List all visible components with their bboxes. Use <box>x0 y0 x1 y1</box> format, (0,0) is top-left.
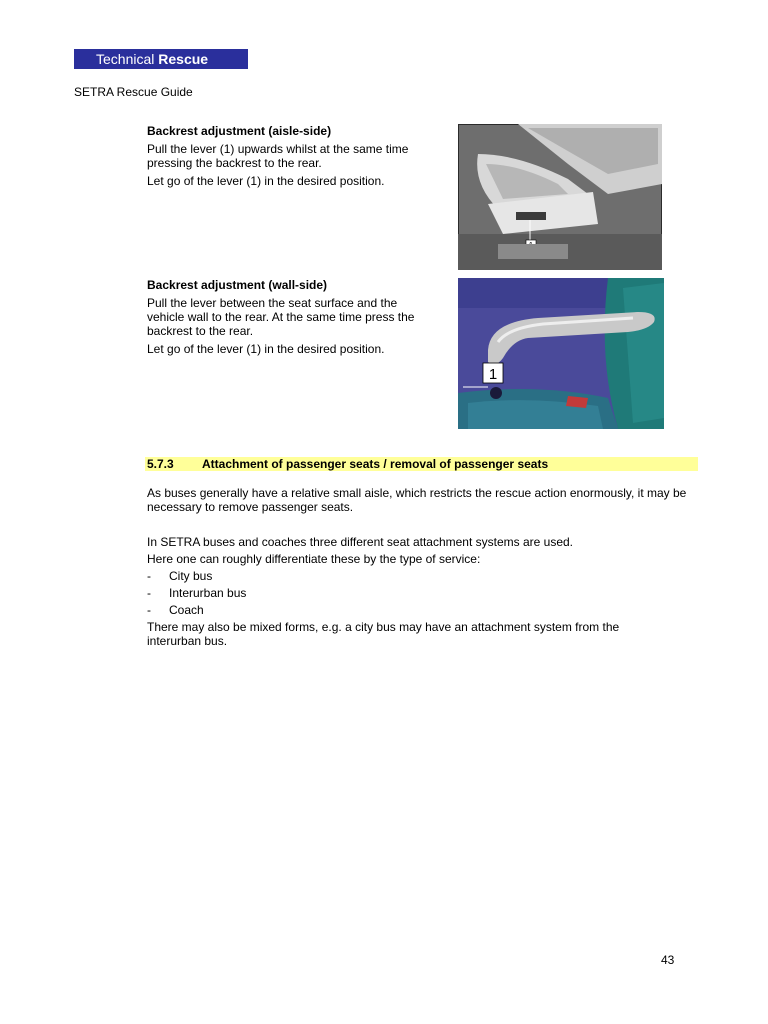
list-item-city-bus: City bus <box>169 569 213 583</box>
body-para4: There may also be mixed forms, e.g. a city bus may have an attachment system from the interurban bus. <box>147 620 620 648</box>
list-item-interurban-bus: Interurban bus <box>169 586 247 600</box>
wall-side-photo <box>458 278 664 429</box>
wall-side-heading: Backrest adjustment (wall-side) <box>147 278 328 292</box>
header-badge-regular: Technical <box>96 51 155 67</box>
body-para1-text: As buses generally have a relative small aisle, which restricts the rescue action enormously, it may be necessary to remove passenger seats. <box>147 486 687 514</box>
list-item <box>147 603 707 617</box>
wall-side-para1: Pull the lever between the seat surface and the vehicle wall to the rear. At the same time press the backrest to the rear. <box>147 296 415 338</box>
section-title: Attachment of passenger seats / removal of passenger seats <box>202 457 549 471</box>
section-heading <box>145 457 698 471</box>
body-para1 <box>147 486 707 514</box>
list-item <box>147 569 707 583</box>
section-number: 5.7.3 <box>147 457 174 471</box>
body-section-b <box>147 535 707 648</box>
wall-side-para2: Let go of the lever (1) in the desired position. <box>147 342 385 356</box>
list-dash: - <box>147 586 151 600</box>
list-item <box>147 586 707 600</box>
aisle-side-photo <box>458 124 662 270</box>
wall-seat-illustration <box>458 278 664 429</box>
aisle-side-para1: Pull the lever (1) upwards whilst at the same time pressing the backrest to the rear. <box>147 142 409 170</box>
header-badge <box>74 49 248 69</box>
aisle-side-para2: Let go of the lever (1) in the desired position. <box>147 174 385 188</box>
list-dash: - <box>147 603 151 617</box>
header-badge-bold: Rescue <box>158 51 209 67</box>
doc-title: SETRA Rescue Guide <box>74 85 193 99</box>
list-dash: - <box>147 569 151 583</box>
body-para2: In SETRA buses and coaches three different seat attachment systems are used. <box>147 535 574 549</box>
list-item-coach: Coach <box>169 603 204 617</box>
aisle-side-heading: Backrest adjustment (aisle-side) <box>147 124 332 138</box>
wall-side-block <box>147 278 437 360</box>
wall-callout: 1 <box>488 366 498 383</box>
aisle-side-block <box>147 124 437 192</box>
body-para3: Here one can roughly differentiate these by the type of service: <box>147 552 481 566</box>
page-number: 43 <box>661 953 675 967</box>
aisle-seat-illustration <box>458 124 662 270</box>
